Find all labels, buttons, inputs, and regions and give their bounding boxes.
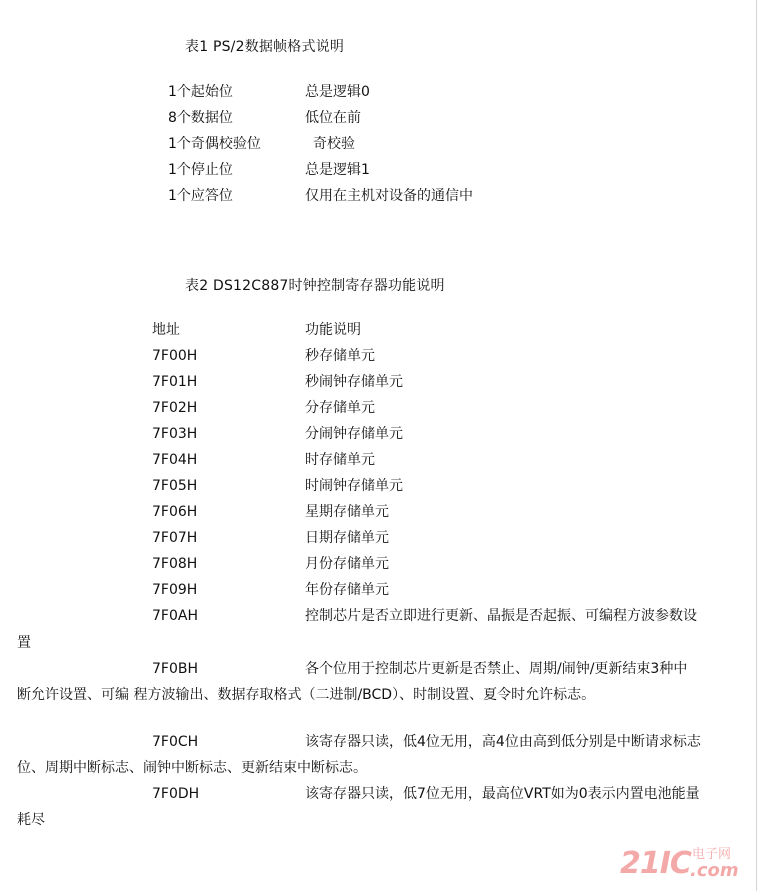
table2-row-addr: 7F01H (152, 374, 198, 390)
table1-row-name: 1个起始位 (168, 84, 233, 100)
table1-row-desc: 总是逻辑0 (305, 84, 370, 100)
table2-row-func: 各个位用于控制芯片更新是否禁止、周期/闹钟/更新结束3种中 (305, 661, 688, 677)
table2-row-func-cont: 置 (17, 635, 31, 651)
table2-row-addr: 7F08H (152, 556, 198, 572)
table1-row-name: 8个数据位 (168, 110, 233, 126)
table2-row-func: 时存储单元 (305, 452, 375, 468)
table2-row-addr: 7F06H (152, 504, 198, 520)
watermark-logo (620, 847, 754, 883)
table1-row-name: 1个奇偶校验位 (168, 136, 261, 152)
table2-row-func-cont: 位、周期中断标志、闹钟中断标志、更新结束中断标志。 (17, 760, 367, 776)
table2-row-addr: 7F04H (152, 452, 198, 468)
table2-row-addr: 7F05H (152, 478, 198, 494)
table2-row-func-cont: 断允许设置、可编 程方波输出、数据存取格式（二进制/BCD）、时制设置、夏令时允许标志。 (17, 687, 596, 703)
table2-row-func: 分闹钟存储单元 (305, 426, 403, 442)
table2-row-addr: 7F0AH (152, 608, 198, 624)
table2-row-func: 该寄存器只读，低7位无用，最高位VRT如为0表示内置电池能量 (305, 786, 700, 802)
watermark-logo-text: 21IC (620, 846, 691, 881)
table2-row-func: 秒存储单元 (305, 348, 375, 364)
table2-row-addr: 7F00H (152, 348, 198, 364)
table2-row-addr: 7F03H (152, 426, 198, 442)
watermark-domain-text: .com (690, 860, 739, 881)
table1-row-name: 1个停止位 (168, 162, 233, 178)
table2-row-addr: 7F09H (152, 582, 198, 598)
table2-row-func-cont: 耗尽 (17, 812, 45, 828)
table2-row-addr: 7F02H (152, 400, 198, 416)
table2-row-func: 星期存储单元 (305, 504, 389, 520)
table2-row-addr: 7F0DH (152, 786, 200, 802)
table2-row-func: 秒闹钟存储单元 (305, 374, 403, 390)
table1-row-desc: 奇校验 (313, 136, 355, 152)
table2-row-func: 年份存储单元 (305, 582, 389, 598)
table2-row-func: 分存储单元 (305, 400, 375, 416)
table1-row-desc: 低位在前 (305, 110, 361, 126)
table2-row-addr: 7F0CH (152, 734, 199, 750)
table2-title: 表2 DS12C887时钟控制寄存器功能说明 (185, 278, 445, 294)
table1-row-desc: 仅用在主机对设备的通信中 (305, 188, 473, 204)
table2-row-func: 该寄存器只读，低4位无用，高4位由高到低分别是中断请求标志 (305, 734, 701, 750)
table2-header-func: 功能说明 (305, 322, 361, 338)
table2-row-func: 月份存储单元 (305, 556, 389, 572)
table1-row-desc: 总是逻辑1 (305, 162, 370, 178)
watermark-cn-text: 电子网 (692, 847, 732, 862)
table1-row-name: 1个应答位 (168, 188, 233, 204)
table1-title: 表1 PS/2数据帧格式说明 (185, 39, 345, 55)
table2-header-addr: 地址 (152, 322, 180, 338)
table2-row-addr: 7F0BH (152, 661, 198, 677)
table2-row-addr: 7F07H (152, 530, 198, 546)
page-right-border (756, 0, 757, 891)
table2-row-func: 时闹钟存储单元 (305, 478, 403, 494)
table2-row-func: 日期存储单元 (305, 530, 389, 546)
table2-row-func: 控制芯片是否立即进行更新、晶振是否起振、可编程方波参数设 (305, 608, 697, 624)
